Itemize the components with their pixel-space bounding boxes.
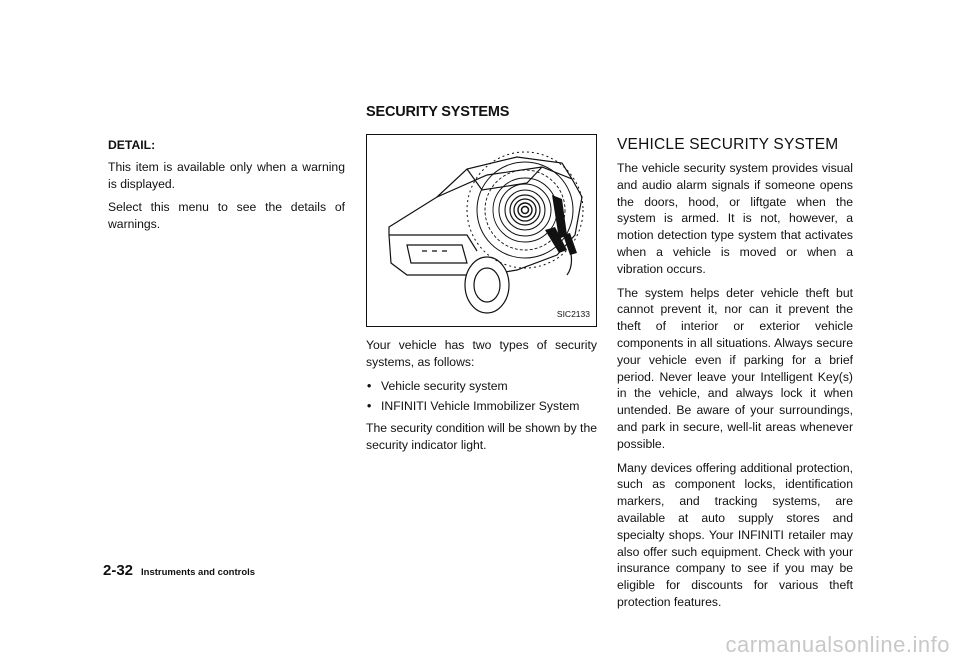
left-column <box>108 137 345 240</box>
subsection-heading: VEHICLE SECURITY SYSTEM <box>617 136 839 153</box>
detail-paragraph: Select this menu to see the details of warnings. <box>108 200 345 232</box>
section-title: SECURITY SYSTEMS <box>366 104 510 120</box>
intro-paragraph: Your vehicle has two types of security systems, as follows: <box>366 338 597 369</box>
list-item-text: Vehicle security system <box>381 378 508 393</box>
security-system-illustration <box>366 134 597 327</box>
body-paragraph: The vehicle security system provides visual and audio alarm signals if someone opens the doors, hood, or liftgate when the system is armed. It is not, however, a motion detection type system that activates when a vehicle is moved or when a vibration occurs. <box>617 161 853 276</box>
detail-paragraph: This item is available only when a warning is displayed. <box>108 159 345 191</box>
vehicle-alarm-figure <box>367 135 596 326</box>
figure-code: SIC2133 <box>556 309 590 320</box>
bullet-icon: • <box>367 378 372 393</box>
body-paragraph: The system helps deter vehicle theft but cannot prevent it, nor can it prevent the theft of interior or exterior vehicle components in all situations. Always secure your vehicle even if parking for a brief period. Never leave your Intelligent Key(s) in the vehicle, and always lock it when untended. Be aware of your surroundings, and park in secure, well-lit areas whenever possible. <box>617 285 853 451</box>
list-item-text: INFINITI Vehicle Immobilizer System <box>381 399 580 414</box>
body-paragraph: Many devices offering additional protection, such as component locks, identification markers, and tracking systems, are available at auto supply stores and specialty shops. Your INFINITI retailer may also offer such equipment. Check with your insurance company to see if you may be eligible for discounts for various theft protection features. <box>617 460 853 609</box>
chapter-title: Instruments and controls <box>141 567 256 578</box>
page-number: 2-32 <box>103 562 134 579</box>
list-item <box>366 378 597 395</box>
detail-label: DETAIL: <box>108 138 156 152</box>
middle-column <box>366 134 597 461</box>
page-footer <box>103 562 255 580</box>
bullet-icon: • <box>367 399 372 414</box>
right-column <box>617 134 853 618</box>
closing-paragraph: The security condition will be shown by the security indicator light. <box>366 421 598 452</box>
security-type-list <box>366 378 597 416</box>
list-item <box>366 398 597 415</box>
watermark: carmanualsonline.info <box>725 632 950 657</box>
